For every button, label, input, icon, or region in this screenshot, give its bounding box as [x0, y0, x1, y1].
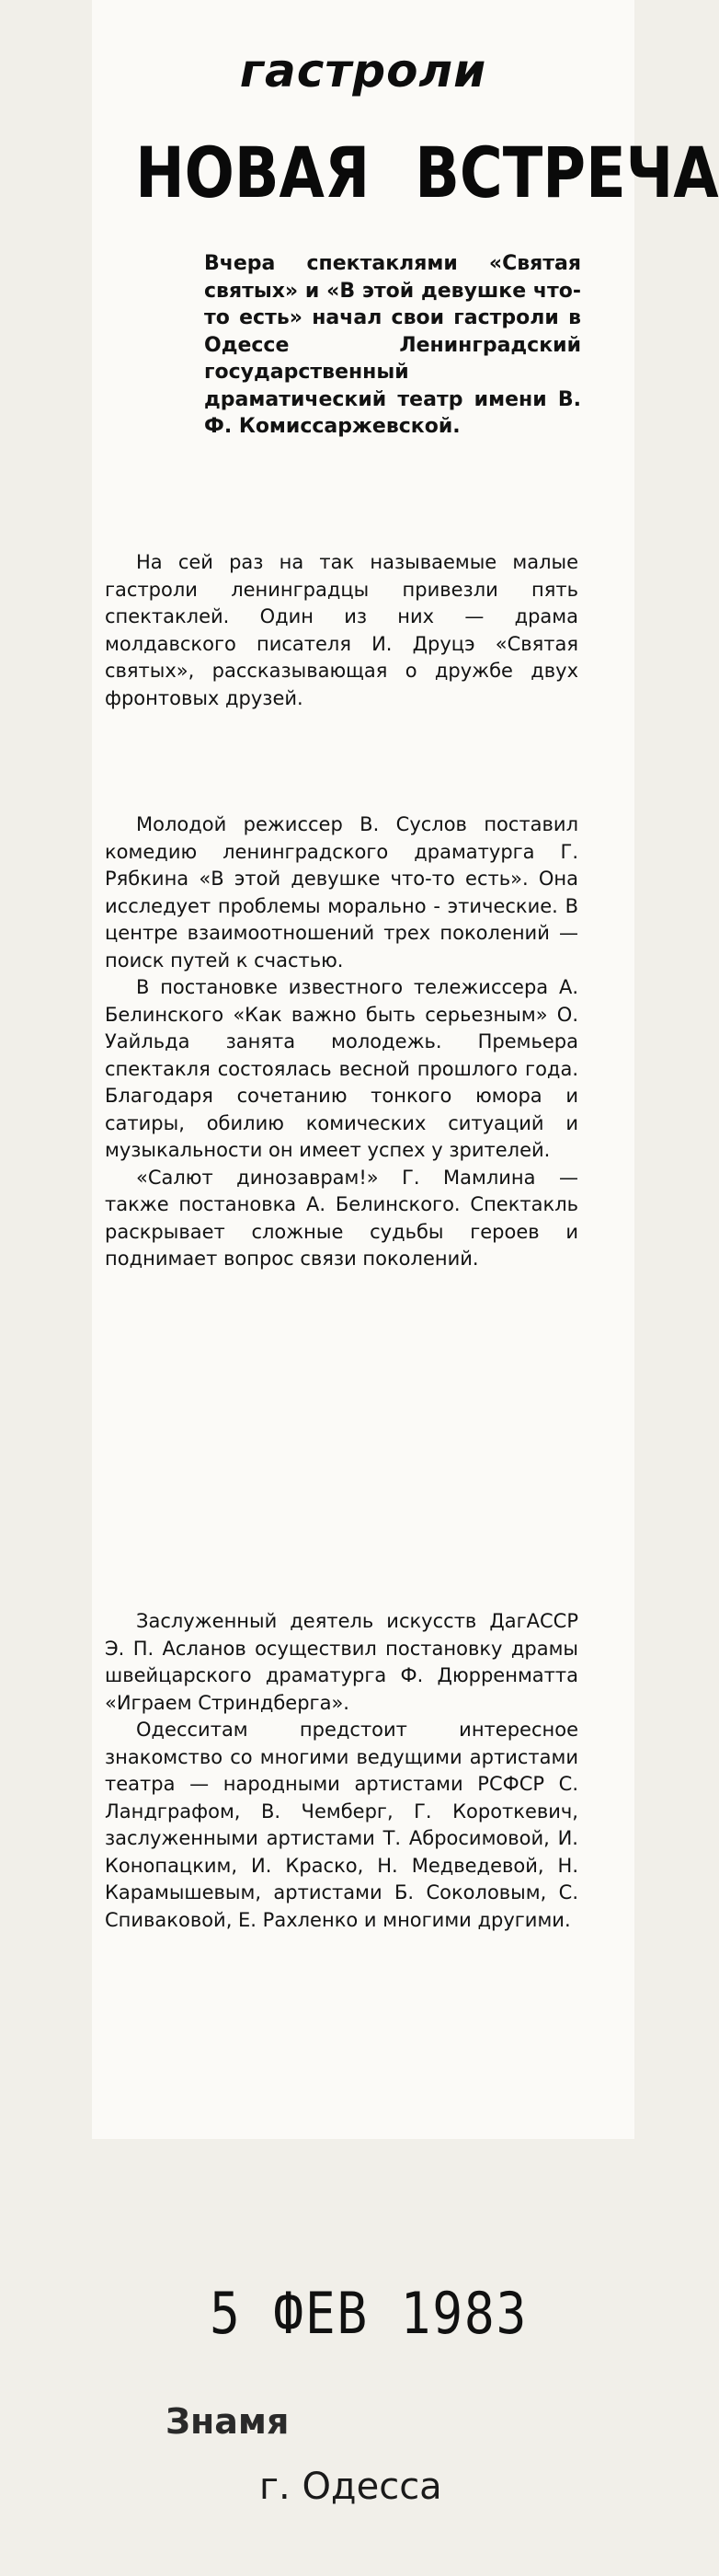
- article-body-bottom: [105, 1608, 578, 1934]
- article-body-top: [105, 549, 578, 712]
- article-paragraph: «Салют динозаврам!» Г. Мамлина — также постановка А. Белинского. Спектакль раскрывает сложные судьбы героев и поднимает вопрос связи поколений.: [105, 1166, 578, 1270]
- article-paragraph: В постановке известного тележиссера А. Белинского «Как важно быть серьезным» О. Уайльда занята молодежь. Премьера спектакля состоялась весной прошлого года. Благодаря сочетанию тонкого юмора и сатиры, обилию комических ситуаций и музыкальности он имеет успех у зрителей.: [105, 976, 578, 1161]
- article-paragraph: На сей раз на так называемые малые гастроли ленинградцы привезли пять спектаклей. Один из них — драма молдавского писателя И. Друцэ «Святая святых», рассказывающая о дружбе двух фронтовых друзей.: [105, 551, 578, 709]
- rubric: гастроли: [239, 44, 487, 98]
- article-lead: Вчера спектаклями «Святая святых» и «В этой девушке что-то есть» начал свои гастроли в Одессе Ленинградский государственный драматический театр имени В. Ф. Комиссаржевской.: [204, 252, 581, 438]
- article-paragraph: Заслуженный деятель искусств ДагАССР Э. П. Асланов осуществил постановку драмы швейцарского драматурга Ф. Дюрренматта «Играем Стриндберга».: [105, 1610, 578, 1714]
- newspaper-name-stamp: Знамя: [165, 2401, 290, 2442]
- city-stamp: г. Одесса: [259, 2466, 442, 2508]
- date-stamp: 5 ФЕВ 1983: [210, 2280, 529, 2347]
- article-body-middle: [105, 811, 578, 1273]
- article-paragraph: Одесситам предстоит интересное знакомство со многими ведущими артистами театра — народными артистами РСФСР С. Ландграфом, В. Чемберг, Г. Короткевич, заслуженными артистами Т. Абросимовой, И. Конопацким, И. Краско, Н. Медведевой, Н. Карамышевым, артистами Б. Соколовым, С. Спиваковой, Е. Рахленко и многими другими.: [105, 1719, 578, 1931]
- article-headline: НОВАЯ ВСТРЕЧА: [135, 132, 719, 213]
- newspaper-clipping: [92, 0, 719, 2139]
- article-paragraph: Молодой режиссер В. Суслов поставил комедию ленинградского драматурга Г. Рябкина «В этой девушке что-то есть». Она исследует проблемы морально - этические. В центре взаимоотношений трех поколений — поиск путей к счастью.: [105, 813, 578, 972]
